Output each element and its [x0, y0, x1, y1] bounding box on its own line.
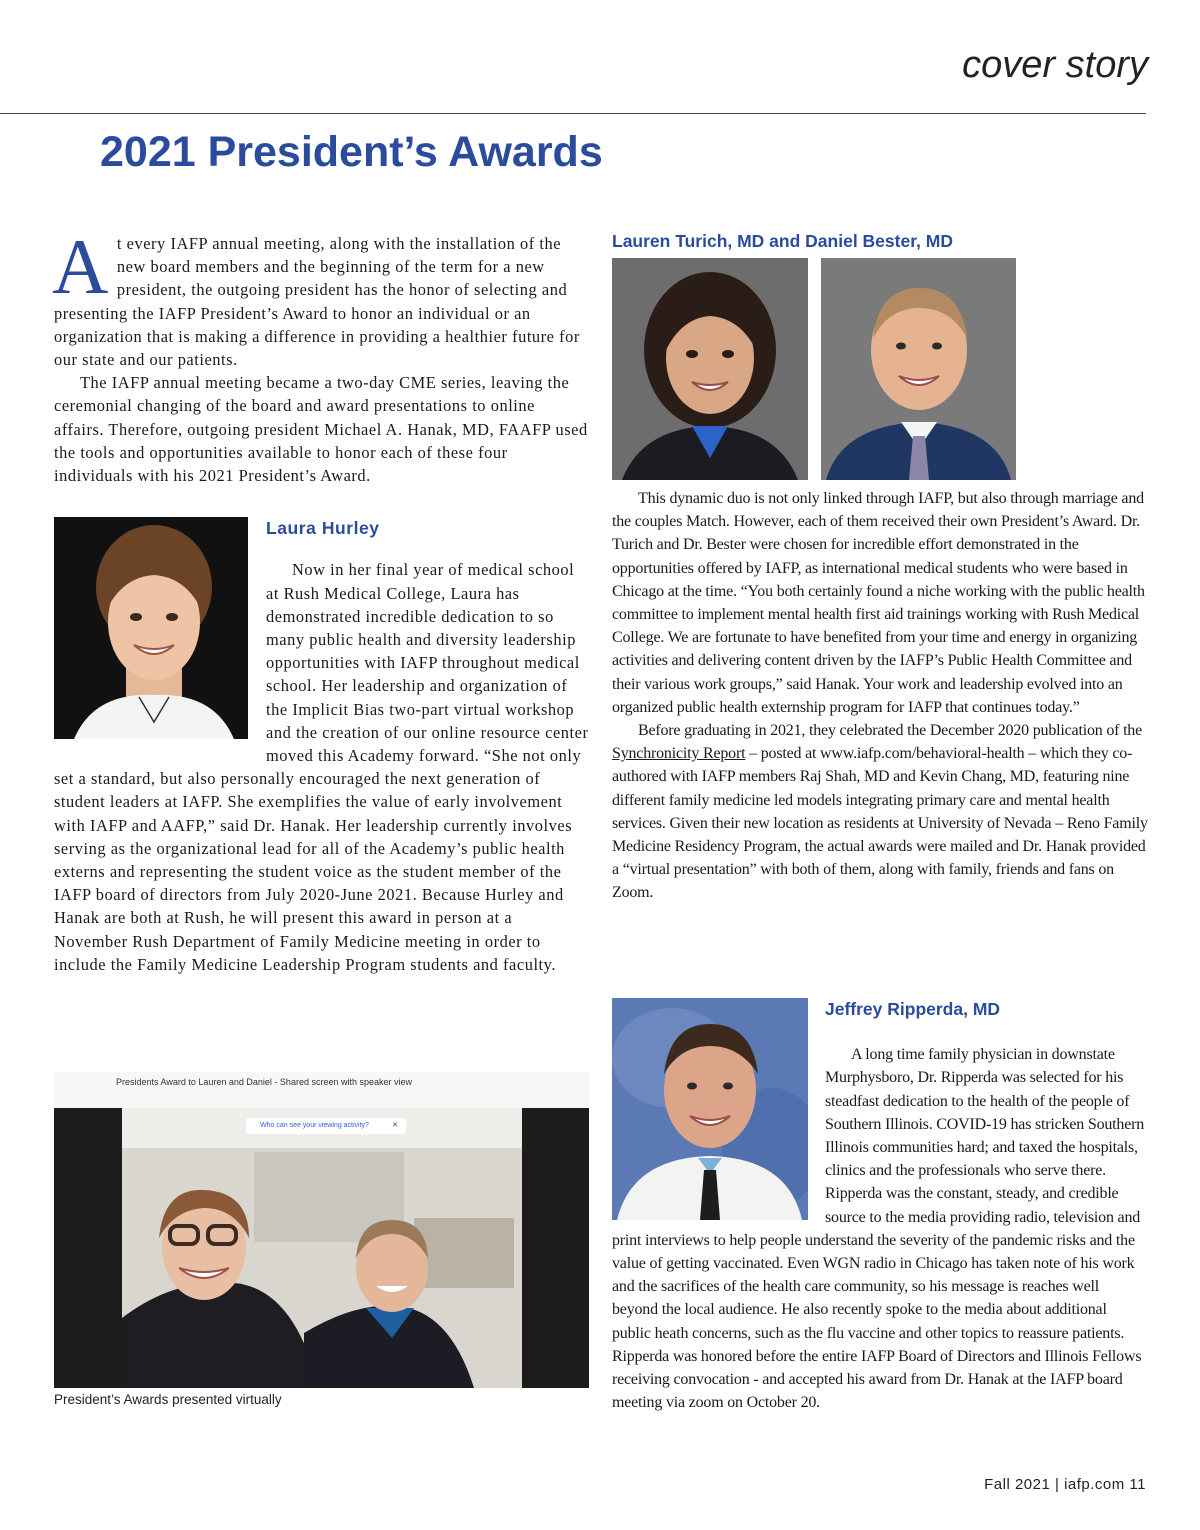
drop-cap: A	[52, 223, 109, 310]
page-title: 2021 President’s Awards	[100, 128, 603, 176]
zoom-screenshot	[54, 1072, 589, 1388]
intro-paragraph-1	[52, 223, 589, 371]
turich-bester-text-2	[612, 719, 1148, 905]
turich-bester-heading: Lauren Turich, MD and Daniel Bester, MD	[612, 231, 953, 251]
zoom-title-bar	[54, 1072, 589, 1108]
intro-paragraph-2: The IAFP annual meeting became a two-day CME series, leaving the ceremonial changing of the board and award presentations to online affairs. Therefore, outgoing president Michael A. Hanak, MD, FAAFP used the tools and opportunities available to honor each of these four individuals with his 2021 President’s Award.	[54, 373, 588, 486]
turich-bester-body	[612, 487, 1148, 905]
turich-bester-text-2b: – posted at www.iafp.com/behavioral-health – which they co-authored with IAFP members Raj Shah, MD and Kevin Chang, MD, featuring nine different family medicine led models integrating primary care and mental health services. Given their new location as residents at University of Nevada – Reno Family Medicine Residency Program, the actual awards were mailed and Dr. Hanak provided a “virtual presentation” with both of them, along with family, friends and fans on Zoom.	[612, 745, 1148, 902]
laura-hurley-photo	[54, 517, 248, 739]
header-rule	[0, 113, 1146, 114]
synchronicity-report-link[interactable]: Synchronicity Report	[612, 745, 746, 763]
jeffrey-ripperda-text: A long time family physician in downstate Murphysboro, Dr. Ripperda was selected for his steadfast dedication to the health of the people of Southern Illinois. COVID-19 has stricken Southern Illinois communities hard; and taxed the hospitals, clinics and the professionals who serve there. Ripperda was the constant, steady, and credible source to the media providing radio, television and print interviews to help people understand the severity of the pandemic risks and the value of getting vaccinated. Even WGN radio in Chicago has taken note of his work and the sacrifices of the health care community, so his message is reaches well beyond the local audience. He also recently spoke to the media about additional public heath concerns, such as the flu vaccine and other topics to reassure patients. Ripperda was honored before the entire IAFP Board of Directors and Illinois Fellows receiving convocation - and accepted his award from Dr. Hanak at the IAFP board meeting via zoom on October 20.	[612, 1046, 1145, 1412]
section-label: cover story	[962, 44, 1148, 86]
zoom-banner-text: Who can see your viewing activity?	[260, 1122, 369, 1129]
left-column	[52, 223, 589, 976]
page-footer: Fall 2021 | iafp.com 11	[984, 1476, 1146, 1493]
close-icon[interactable]: ✕	[392, 1122, 398, 1129]
turich-bester-text-2a: Before graduating in 2021, they celebrated the December 2020 publication of the	[638, 722, 1143, 740]
zoom-window-title: Presidents Award to Lauren and Daniel - Shared screen with speaker view	[116, 1077, 412, 1087]
intro-text-1: t every IAFP annual meeting, along with the installation of the new board members and the beginning of the term for a new president, the outgoing president has the honor of selecting and presenting the IAFP President’s Award to honor an individual or an organization that is making a difference in providing a healthier future for our state and our patients.	[54, 234, 580, 370]
laura-hurley-text: Now in her final year of medical school at Rush Medical College, Laura has demonstrated incredible dedication to so many public health and diversity leadership opportunities with IAFP throughout medical school. Her leadership and organization of the Implicit Bias two-part virtual workshop and the creation of our online resource center moved this Academy forward. “She not only set a standard, but also personally encouraged the next generation of student leaders at IAFP. She exemplifies the value of early involvement with IAFP and AAFP,” said Dr. Hanak. Her leadership currently involves serving as the organizational lead for all of the Academy’s public health externs and representing the student voice as the student member of the IAFP board of directors from July 2020-June 2021. Because Hurley and Hanak are both at Rush, he will present this award in person at a November Rush Department of Family Medicine meeting in order to include the Family Medicine Leadership Program students and faculty.	[54, 560, 589, 974]
laura-hurley-heading: Laura Hurley	[266, 518, 380, 539]
photo-caption: President’s Awards presented virtually	[54, 1392, 282, 1407]
jeffrey-ripperda-heading: Jeffrey Ripperda, MD	[825, 999, 1001, 1019]
lauren-turich-photo	[612, 258, 808, 480]
zoom-banner[interactable]	[246, 1118, 406, 1134]
ripperda-section	[612, 998, 1148, 1414]
daniel-bester-photo	[821, 258, 1016, 480]
jeffrey-ripperda-photo	[612, 998, 808, 1220]
zoom-video	[54, 1108, 589, 1388]
turich-bester-text-1: This dynamic duo is not only linked through IAFP, but also through marriage and the couples Match. However, each of them received their own President’s Award. Dr. Turich and Dr. Bester were chosen for incredible effort demonstrated in the opportunities offered by IAFP, as international medical students who were based in Chicago at the time. “You both certainly found a niche working with the public health committee to implement mental health first aid trainings working with Rush Medical College. We are fortunate to have benefited from your time and energy in organizing activities and delivering content driven by the IAFP’s Public Health Committee and their various work groups,” said Hanak. Your work and leadership evolved into an organized public health externship program for IAFP that continues today.”	[612, 490, 1145, 716]
